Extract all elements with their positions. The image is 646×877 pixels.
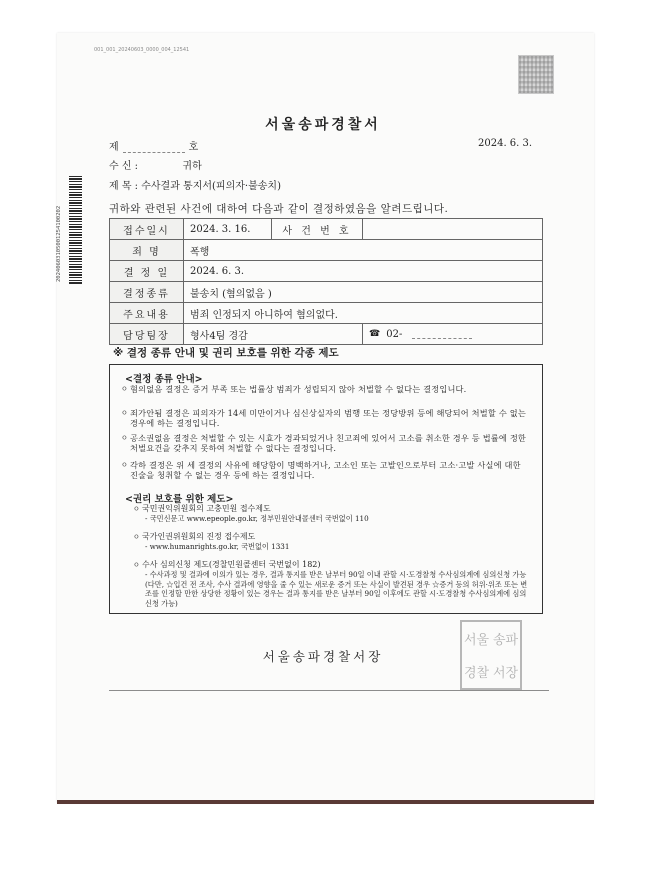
footer-divider: [109, 690, 549, 691]
phone-icon: ☎: [369, 329, 381, 339]
seal-text: 경찰: [463, 666, 490, 681]
side-barcode: [69, 176, 82, 284]
table-row: [110, 240, 543, 261]
list-item: [133, 504, 533, 524]
case-info-table: [109, 218, 543, 345]
reference-label: 제: [109, 142, 119, 153]
rights-heading: <권리 보호를 위한 제도>: [125, 494, 234, 505]
officer-label: 담당팀장: [110, 324, 184, 345]
decision-types-heading: <결정 종류 안내>: [125, 374, 203, 385]
decision-date-value: 2024. 6. 3.: [184, 261, 543, 282]
offense-label: 죄 명: [110, 240, 184, 261]
rights-item-detail: - www.humanrights.go.kr, 국번없이 1331: [145, 542, 290, 551]
rights-item-title: ㅇ 수사 심의신청 제도(경찰민원콜센터 국번없이 182): [133, 560, 533, 570]
main-content-value: 범죄 인정되지 아니하여 혐의없다.: [184, 303, 543, 324]
rights-item-title: ㅇ 국가인권위원회의 진정 접수제도: [133, 532, 533, 542]
redacted-number: [123, 143, 185, 153]
phone-value: 02-: [386, 328, 403, 340]
rights-item-title: ㅇ 국민권익위원회의 고충민원 접수제도: [133, 504, 533, 514]
officer-value: 형사4팀 경감: [184, 324, 363, 345]
reference-suffix: 호: [188, 142, 199, 153]
seal-text: 서장: [492, 666, 519, 681]
reference-number: [109, 138, 198, 153]
decision-type-label: 결정종류: [110, 282, 184, 303]
rights-item-detail: - 수사과정 및 결과에 이의가 있는 경우, 결과 통지를 받은 날부터 90일 이내 관할 시·도경찰청 수사심의계에 심의신청 가능 (다만, ☆입건 전 조사, 수사 결과에 영향을 줄 수 있는 새로운 증거 또는 사실이 발견된 경우 ☆증거 등의 허위·위조 또는 변조를 인정할 만한 상당한 정황이 있는 경우는 결과 통지를 받은 날부터 90일 이후에도 관할 시·도경찰청 수사심의계에 심의신청 가능): [145, 570, 528, 608]
official-seal: [460, 620, 522, 690]
list-item: ㅇ 죄가안됨 결정은 피의자가 14세 미만이거나 심신상실자의 범행 또는 정당방위 등에 해당되어 처벌할 수 없는 경우에 하는 결정입니다.: [130, 408, 530, 428]
side-code: 20240603105001254100202: [56, 205, 62, 282]
table-row: [110, 282, 543, 303]
redacted-phone: [412, 329, 472, 339]
case-number-value: [363, 219, 543, 240]
table-row: [110, 219, 543, 240]
intro-text: 귀하와 관련된 사건에 대하여 다음과 같이 결정하였음을 알려드립니다.: [109, 203, 449, 215]
page-bottom-edge: [57, 800, 594, 804]
seal-text: 송파: [492, 633, 519, 648]
decision-type-value: 불송치 (혐의없음 ): [184, 282, 543, 303]
document-code: 001_001_20240603_0000_004_12541: [94, 47, 190, 53]
qr-code: [518, 55, 554, 94]
subject-line: 제 목 : 수사결과 통지서(피의자·불송치): [109, 181, 281, 192]
seal-text: 서울: [463, 633, 490, 648]
table-row: [110, 324, 543, 345]
list-item: ㅇ 혐의없음 결정은 증거 부족 또는 법률상 범죄가 성립되지 않아 처벌할 수 없다는 결정입니다.: [130, 384, 530, 394]
recipient-label: 수 신 :: [109, 161, 139, 172]
recipient-line: [109, 157, 202, 172]
document-date: 2024. 6. 3.: [478, 138, 533, 149]
list-item: ㅇ 각하 결정은 위 세 결정의 사유에 해당함이 명백하거나, 고소인 또는 고발인으로부터 고소·고발 사실에 대한 진술을 청취할 수 없는 경우 등에 하는 결정입니다.: [130, 460, 530, 480]
decision-date-label: 결 정 일: [110, 261, 184, 282]
guide-section-title: ※ 결정 종류 안내 및 권리 보호를 위한 각종 제도: [113, 347, 339, 359]
list-item: [133, 532, 533, 552]
document-title: 서울송파경찰서: [265, 117, 381, 133]
recipient-suffix: 귀하: [182, 161, 202, 172]
main-content-label: 주요내용: [110, 303, 184, 324]
table-row: [110, 303, 543, 324]
receipt-date-value: 2024. 3. 16.: [184, 219, 272, 240]
list-item: ㅇ 공소권없음 결정은 처벌할 수 있는 시효가 경과되었거나 친고죄에 있어서 고소를 취소한 경우 등 법률에 정한 처벌요건을 갖추지 못하여 처벌할 수 없다는 결정입니다.: [130, 433, 530, 453]
receipt-date-label: 접수일시: [110, 219, 184, 240]
issuer-signature: 서울송파경찰서장: [262, 649, 384, 664]
table-row: [110, 261, 543, 282]
list-item: [133, 560, 533, 608]
officer-phone: [363, 324, 543, 345]
rights-item-detail: - 국민신문고 www.epeople.go.kr, 정부민원안내콜센터 국번없이 110: [145, 514, 369, 523]
offense-value: 폭행: [184, 240, 543, 261]
case-number-label: 사 건 번 호: [272, 219, 363, 240]
